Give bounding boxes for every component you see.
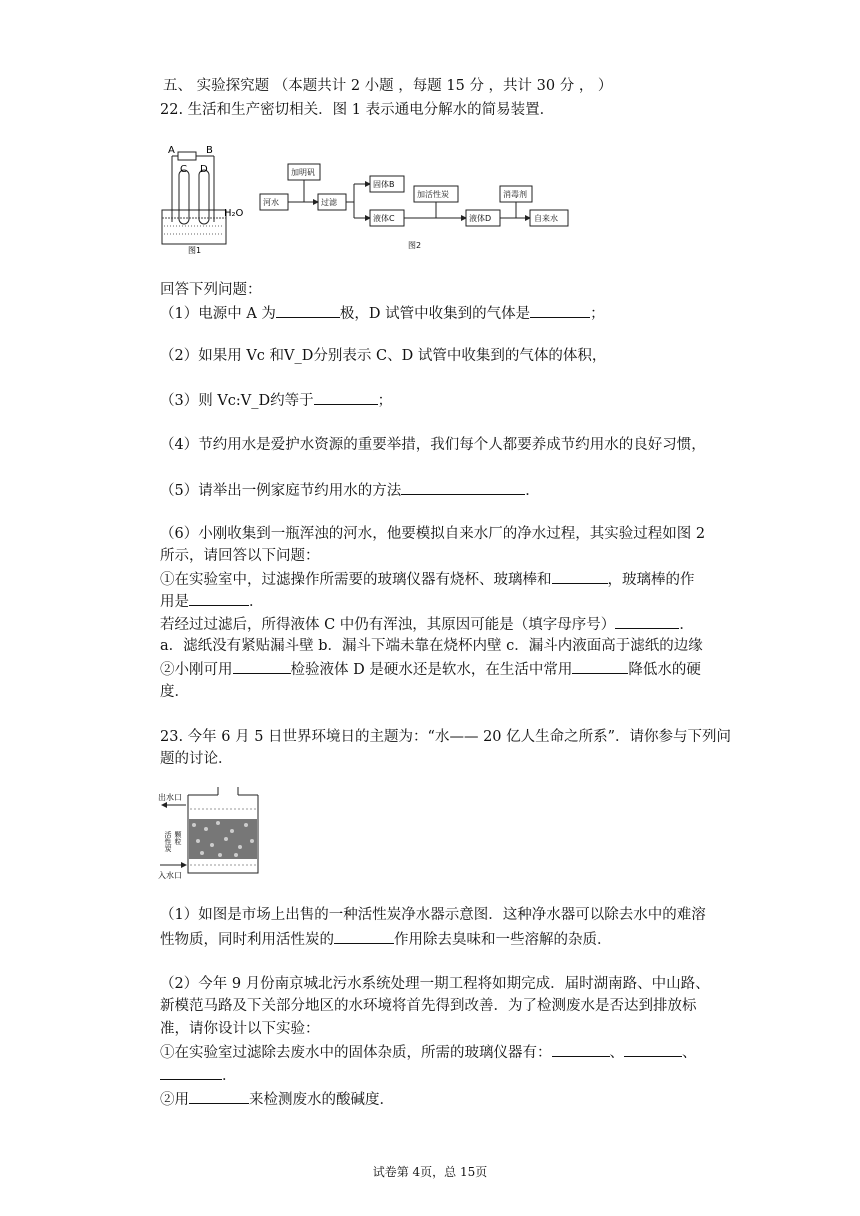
q22-stem: 22. 生活和生产密切相关．图 1 表示通电分解水的简易装置． bbox=[160, 102, 555, 118]
q23-stem-line2: 题的讨论． bbox=[160, 751, 233, 767]
q22-part6-line3: ①在实验室中，过滤操作所需要的玻璃仪器有烧杯、玻璃棒和 ，玻璃棒的作 bbox=[160, 569, 695, 590]
answer-blank[interactable] bbox=[334, 929, 394, 944]
answer-blank[interactable] bbox=[233, 659, 291, 674]
q22-part5: （5）请举出一例家庭节约用水的方法 ． bbox=[160, 480, 540, 501]
answer-blank[interactable] bbox=[401, 480, 525, 495]
answer-blank[interactable] bbox=[189, 1089, 249, 1104]
purifier-outlet-label: 出水口 bbox=[158, 793, 182, 802]
q23-part2-line3: 准，请你设计以下实验： bbox=[160, 1021, 320, 1037]
answer-blank[interactable] bbox=[160, 1065, 222, 1080]
fig2-carbon: 加活性炭 bbox=[417, 190, 449, 199]
electrolysis-apparatus-figure bbox=[158, 142, 248, 254]
q22-part6-line2: 所示，请回答以下问题： bbox=[160, 548, 320, 564]
q22-part1: （1）电源中 A 为 极，D 试管中收集到的气体是 ； bbox=[160, 303, 605, 324]
answer-blank[interactable] bbox=[276, 303, 340, 318]
q22-part6-line7: ②小刚可用 检验液体 D 是硬水还是软水，在生活中常用 降低水的硬 bbox=[160, 659, 701, 680]
q23-part2-line2: 新模范马路及下关部分地区的水环境将首先得到改善．为了检测废水是否达到排放标 bbox=[160, 998, 697, 1014]
fig2-caption: 图2 bbox=[408, 241, 422, 250]
q22-part6-line4: 用是 ． bbox=[160, 591, 264, 612]
q23-part2-line4: ①在实验室过滤除去废水中的固体杂质，所需的玻璃仪器有： 、 、 bbox=[160, 1042, 697, 1063]
answer-blank[interactable] bbox=[314, 390, 378, 405]
q23-part1-line2: 性物质，同时利用活性炭的 作用除去臭味和一些溶解的杂质． bbox=[160, 929, 612, 950]
fig2-tap-water: 自来水 bbox=[534, 214, 558, 223]
fig1-caption: 图1 bbox=[188, 246, 202, 254]
q23-part1-line1: （1）如图是市场上出售的一种活性炭净水器示意图．这种净水器可以除去水中的难溶 bbox=[160, 907, 706, 923]
q23-stem-line1: 23. 今年 6 月 5 日世界环境日的主题为：“水—— 20 亿人生命之所系”．请你参与下列问 bbox=[160, 729, 732, 745]
answer-blank[interactable] bbox=[572, 659, 628, 674]
fig2-disinfect: 消毒剂 bbox=[503, 190, 527, 199]
fig2-liquid-c: 液体C bbox=[373, 214, 395, 223]
q22-part6-options: a．滤纸没有紧贴漏斗壁 b．漏斗下端未靠在烧杯内壁 c．漏斗内液面高于滤纸的边缘 bbox=[160, 638, 703, 654]
q22-part6-line8: 度． bbox=[160, 684, 189, 700]
fig1-label-h2o: H₂O bbox=[224, 208, 244, 219]
fig1-label-a: A bbox=[168, 145, 175, 156]
answer-blank[interactable] bbox=[552, 1042, 610, 1057]
q22-part6-line5: 若经过过滤后，所得液体 C 中仍有浑浊，其原因可能是（填字母序号） ． bbox=[160, 614, 694, 635]
purifier-side-label: 活性炭 bbox=[164, 831, 172, 852]
answer-blank[interactable] bbox=[615, 614, 679, 629]
fig2-alum: 加明矾 bbox=[291, 168, 315, 177]
page-footer: 试卷第 4页，总 15页 bbox=[372, 1165, 488, 1179]
q23-part2-line1: （2）今年 9 月份南京城北污水系统处理一期工程将如期完成．届时湖南路、中山路、 bbox=[160, 976, 710, 992]
answer-blank[interactable] bbox=[624, 1042, 682, 1057]
section-heading: 五、 实验探究题 （本题共计 2 小题 ，每题 15 分 ，共计 30 分 ， ） bbox=[163, 78, 613, 94]
q23-part2-line5: ． bbox=[160, 1065, 237, 1086]
q22-part3: （3）则 Vc:V_D约等于 ； bbox=[160, 390, 392, 411]
q22-part4: （4）节约用水是爱护水资源的重要举措，我们每个人都要养成节约用水的良好习惯， bbox=[160, 437, 706, 453]
fig1-label-c: C bbox=[180, 164, 187, 175]
q22-part2: （2）如果用 Vc 和V_D分别表示 C、D 试管中收集到的气体的体积， bbox=[160, 348, 607, 364]
fig2-river: 河水 bbox=[263, 198, 279, 207]
answer-blank[interactable] bbox=[530, 303, 590, 318]
fig1-label-d: D bbox=[200, 164, 208, 175]
q22-part6-line1: （6）小刚收集到一瓶浑浊的河水，他要模拟自来水厂的净水过程，其实验过程如图 2 bbox=[160, 526, 706, 542]
water-purification-flowchart bbox=[258, 160, 578, 255]
fig1-label-b: B bbox=[206, 145, 213, 156]
fig2-solid-b: 固体B bbox=[373, 180, 395, 189]
answer-blank[interactable] bbox=[189, 591, 249, 606]
fig2-filter: 过滤 bbox=[321, 198, 337, 207]
carbon-purifier-figure bbox=[158, 785, 264, 881]
fig2-liquid-d: 液体D bbox=[469, 214, 492, 223]
purifier-side-label2: 颗粒 bbox=[174, 831, 182, 845]
answer-blank[interactable] bbox=[552, 569, 608, 584]
q22-prompt: 回答下列问题： bbox=[160, 282, 262, 298]
q23-part2-line6: ②用 来检测废水的酸碱度． bbox=[160, 1089, 394, 1110]
purifier-inlet-label: 入水口 bbox=[158, 871, 182, 880]
